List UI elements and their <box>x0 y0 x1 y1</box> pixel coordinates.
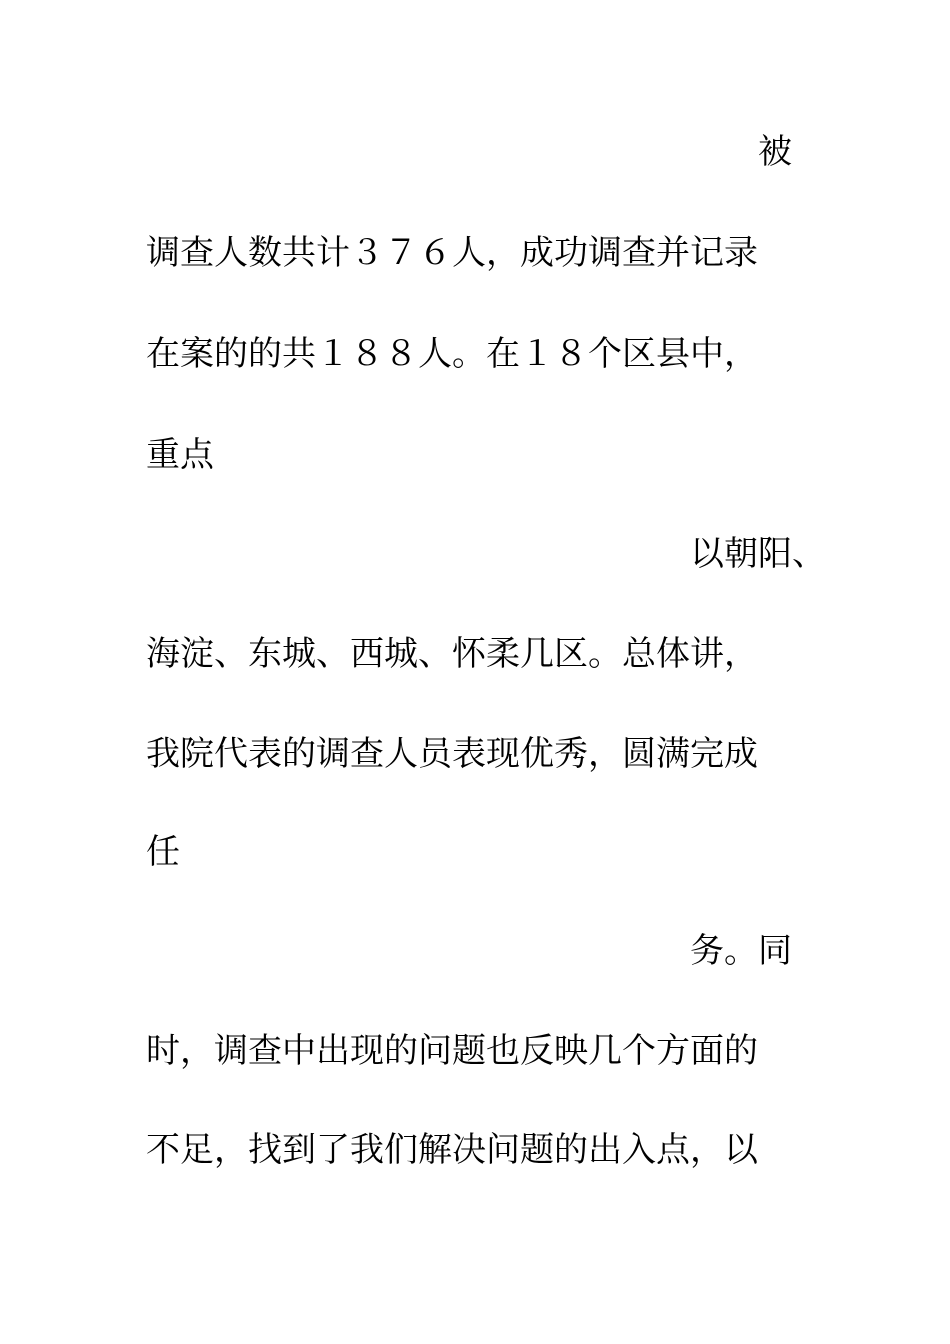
text-line-10: 时，调查中出现的问题也反映几个方面的 <box>146 1031 758 1071</box>
text-line-11: 不足，找到了我们解决问题的出入点，以 <box>146 1130 758 1170</box>
text-line-4: 重点 <box>146 435 214 475</box>
text-line-3: 在案的的共１８８人。在１８个区县中， <box>146 334 758 374</box>
text-line-1: 被 <box>758 132 792 172</box>
text-line-8: 任 <box>146 832 180 872</box>
text-line-7: 我院代表的调查人员表现优秀，圆满完成 <box>146 734 758 774</box>
text-line-5: 以朝阳、 <box>690 534 826 574</box>
text-line-2: 调查人数共计３７６人，成功调查并记录 <box>146 233 758 273</box>
text-line-6: 海淀、东城、西城、怀柔几区。总体讲， <box>146 634 758 674</box>
text-line-9: 务。同 <box>690 931 792 971</box>
